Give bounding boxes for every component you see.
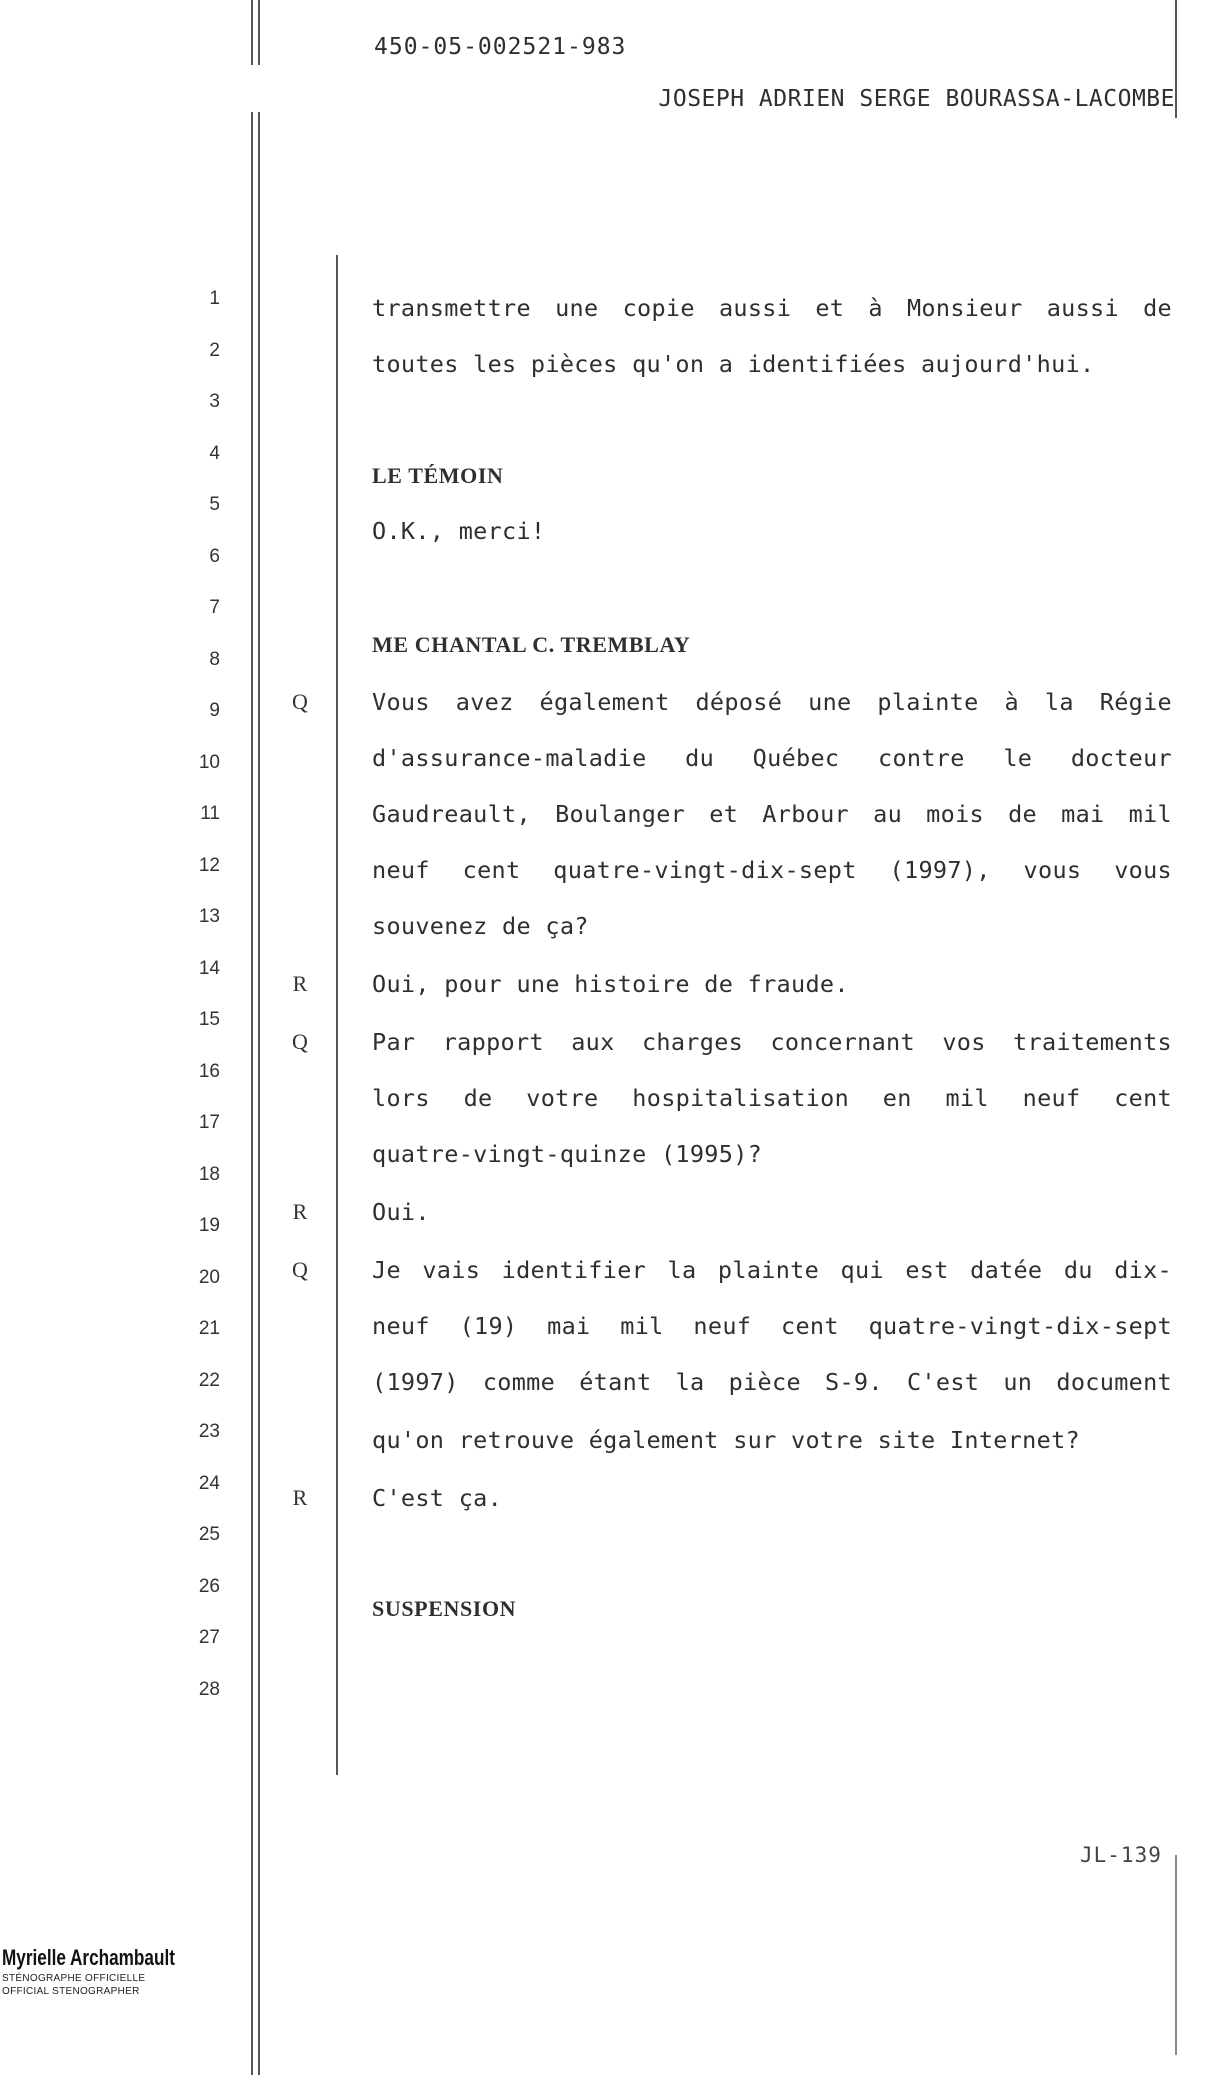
- stenographer-stamp: [2, 1945, 202, 1997]
- speaker-heading: SUSPENSION: [372, 1596, 517, 1621]
- question-mark-label: Q: [292, 689, 308, 714]
- left-margin-rule-inner: [258, 0, 260, 65]
- transcript-line: transmettre une copie aussi et à Monsieur aussi de: [372, 294, 1172, 322]
- transcript-line: neuf cent quatre-vingt-dix-sept (1997), vous vous: [372, 856, 1172, 884]
- line-number: 15: [198, 1009, 220, 1030]
- transcript-line: Vous avez également déposé une plainte à la Régie: [372, 688, 1172, 716]
- line-number: 2: [209, 339, 220, 361]
- transcript-line: Oui, pour une histoire de fraude.: [372, 970, 849, 998]
- response-mark-label: R: [292, 1485, 308, 1510]
- left-margin-rule-outer-lower: [251, 112, 253, 2075]
- transcript-line: Je vais identifier la plainte qui est datée du dix-: [372, 1256, 1172, 1284]
- line-number: 28: [198, 1678, 220, 1700]
- stenographer-title-en: OFFICIAL STENOGRAPHER: [2, 1986, 140, 1997]
- line-number: 16: [198, 1060, 220, 1082]
- transcript-line: (1997) comme étant la pièce S-9. C'est un document: [372, 1368, 1172, 1396]
- line-number: 17: [198, 1112, 220, 1133]
- transcript-line: O.K., merci!: [372, 517, 546, 545]
- question-mark-label: Q: [292, 1029, 308, 1054]
- line-number: 24: [198, 1472, 220, 1494]
- speaker-heading: ME CHANTAL C. TREMBLAY: [372, 632, 691, 657]
- line-number: 19: [198, 1215, 220, 1236]
- right-margin-rule-lower: [1175, 1855, 1177, 2055]
- text-margin-rule: [336, 255, 338, 1775]
- line-number: 23: [198, 1421, 220, 1442]
- response-mark-label: R: [292, 1199, 308, 1224]
- question-mark-label: Q: [292, 1257, 308, 1282]
- response-mark-label: R: [292, 971, 308, 996]
- transcript-line: lors de votre hospitalisation en mil neuf cent: [372, 1084, 1172, 1112]
- right-margin-rule: [1175, 0, 1177, 118]
- line-number: 20: [198, 1266, 220, 1288]
- line-number: 18: [198, 1163, 220, 1185]
- line-number: 25: [198, 1524, 220, 1545]
- speaker-heading: LE TÉMOIN: [372, 463, 504, 488]
- line-number: 1: [209, 288, 220, 309]
- page-code: JL-139: [1080, 1843, 1162, 1867]
- line-number: 21: [198, 1318, 220, 1339]
- transcript-line: quatre-vingt-quinze (1995)?: [372, 1140, 763, 1168]
- case-number: 450-05-002521-983: [374, 34, 627, 60]
- left-margin-rule-outer: [251, 0, 253, 65]
- left-margin-rule-inner-lower: [258, 112, 260, 2075]
- transcript-line: Gaudreault, Boulanger et Arbour au mois de mai mil: [372, 800, 1172, 828]
- transcript-line: d'assurance-maladie du Québec contre le docteur: [372, 744, 1172, 772]
- line-number: 6: [209, 545, 220, 567]
- transcript-line: Par rapport aux charges concernant vos traitements: [372, 1028, 1172, 1056]
- line-number: 26: [198, 1575, 220, 1597]
- transcript-line: Oui.: [372, 1198, 430, 1226]
- witness-name: JOSEPH ADRIEN SERGE BOURASSA-LACOMBE: [658, 86, 1175, 112]
- transcript-line: qu'on retrouve également sur votre site Internet?: [372, 1426, 1080, 1454]
- line-number: 4: [209, 442, 220, 464]
- transcript-line: neuf (19) mai mil neuf cent quatre-vingt-dix-sept: [372, 1312, 1172, 1340]
- transcript-line: toutes les pièces qu'on a identifiées aujourd'hui.: [372, 350, 1095, 378]
- stenographer-name: Myrielle Archambault: [2, 1945, 175, 1970]
- line-number: 7: [209, 597, 220, 618]
- line-number: 22: [198, 1369, 220, 1391]
- line-number: 12: [198, 854, 220, 876]
- transcript-line: souvenez de ça?: [372, 912, 589, 940]
- line-number: 3: [209, 391, 220, 412]
- line-number: 5: [209, 494, 220, 515]
- line-number: 13: [198, 906, 220, 927]
- line-number: 27: [198, 1627, 220, 1648]
- line-number: 10: [198, 751, 220, 773]
- transcript-line: C'est ça.: [372, 1484, 503, 1512]
- line-number: 14: [198, 957, 220, 979]
- line-number: 9: [209, 700, 220, 721]
- stenographer-title-fr: STÉNOGRAPHE OFFICIELLE: [2, 1973, 146, 1984]
- line-number: 8: [209, 648, 220, 670]
- line-number: 11: [200, 803, 220, 824]
